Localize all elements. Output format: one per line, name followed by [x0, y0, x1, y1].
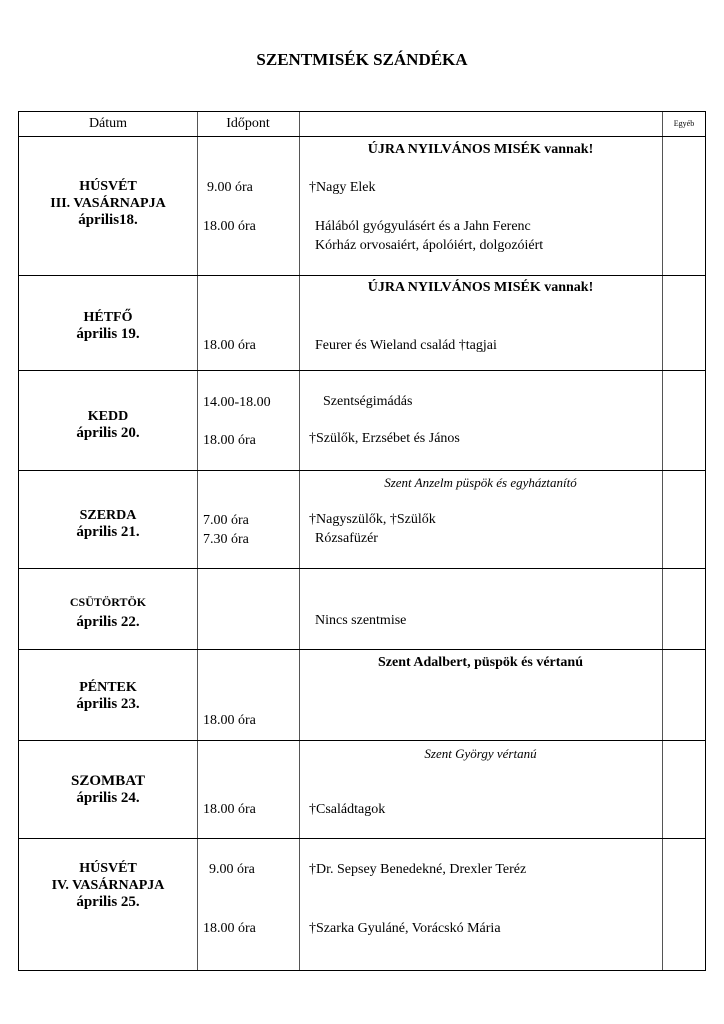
mass-intention: Szentségimádás: [323, 394, 413, 409]
feast-note: ÚJRA NYILVÁNOS MISÉK vannak!: [367, 142, 594, 157]
day-name: HÚSVÉT: [79, 179, 137, 194]
day-name: PÉNTEK: [79, 680, 137, 695]
day-date: április18.: [78, 212, 138, 228]
day-label: [19, 408, 197, 442]
feast-note: Szent Anzelm püspök és egyháztanító: [384, 475, 577, 490]
mass-time: 7.00 óra: [203, 513, 249, 528]
mass-intention: †Nagy Elek: [309, 180, 376, 195]
day-name: IV. VASÁRNAPJA: [51, 878, 165, 893]
mass-time: 18.00 óra: [203, 713, 256, 728]
mass-time: 14.00-18.00: [203, 395, 271, 410]
mass-intention: †Szarka Gyuláné, Vorácskó Mária: [309, 921, 501, 936]
no-mass-note: Nincs szentmise: [315, 613, 407, 628]
day-label: [19, 593, 197, 633]
day-label: [19, 178, 197, 229]
day-row-sunday-1: [19, 136, 705, 275]
day-date: április 22.: [76, 614, 140, 630]
mass-schedule-table: [18, 111, 706, 971]
mass-time: 7.30 óra: [203, 532, 249, 547]
mass-intention: Kórház orvosaiért, ápolóiért, dolgozóiért: [315, 238, 544, 253]
mass-intention: †Családtagok: [309, 802, 386, 817]
day-label: [19, 309, 197, 343]
day-name: HÚSVÉT: [79, 861, 137, 876]
day-name: SZOMBAT: [71, 773, 145, 789]
feast-note: ÚJRA NYILVÁNOS MISÉK vannak!: [367, 280, 594, 295]
mass-intention: †Szülők, Erzsébet és János: [309, 431, 460, 446]
header-date: Dátum: [88, 116, 128, 131]
day-date: április 21.: [76, 524, 140, 540]
mass-intention: Hálából gyógyulásért és a Jahn Ferenc: [315, 219, 531, 234]
feast-note: Szent Adalbert, püspök és vértanú: [378, 655, 583, 670]
day-date: április 19.: [76, 326, 140, 342]
mass-time: 9.00 óra: [207, 180, 253, 195]
day-name: KEDD: [87, 409, 129, 424]
page-title: SZENTMISÉK SZÁNDÉKA: [256, 50, 468, 69]
day-date: április 20.: [76, 425, 140, 441]
mass-time: 18.00 óra: [203, 802, 256, 817]
mass-time: 18.00 óra: [203, 921, 256, 936]
day-row-monday: [19, 275, 705, 370]
day-row-friday: [19, 649, 705, 740]
day-row-sunday-2: [19, 838, 705, 970]
mass-time: 9.00 óra: [209, 862, 255, 877]
day-date: április 23.: [76, 696, 140, 712]
day-name: CSÜTÖRTÖK: [69, 595, 147, 609]
day-label: [19, 507, 197, 541]
day-name: III. VASÁRNAPJA: [50, 196, 166, 211]
mass-time: 18.00 óra: [203, 433, 256, 448]
day-label: [19, 860, 197, 911]
header-time: Időpont: [226, 116, 270, 131]
mass-time: 18.00 óra: [203, 219, 256, 234]
day-name: SZERDA: [79, 508, 137, 523]
mass-intention: †Dr. Sepsey Benedekné, Drexler Teréz: [309, 862, 527, 877]
header-other: Egyéb: [673, 119, 695, 128]
day-label: [19, 679, 197, 713]
day-name: HÉTFŐ: [83, 310, 133, 325]
day-row-wednesday: [19, 470, 705, 568]
day-label: [19, 773, 197, 807]
mass-intention: Feurer és Wieland család †tagjai: [315, 338, 497, 353]
day-date: április 25.: [76, 894, 140, 910]
feast-note: Szent György vértanú: [424, 746, 537, 761]
mass-intention: †Nagyszülők, †Szülők: [309, 512, 436, 527]
mass-time: 18.00 óra: [203, 338, 256, 353]
mass-intention: Rózsafüzér: [315, 531, 378, 546]
day-row-tuesday: [19, 370, 705, 470]
day-row-thursday: [19, 568, 705, 649]
day-row-saturday: [19, 740, 705, 838]
day-date: április 24.: [76, 790, 140, 806]
